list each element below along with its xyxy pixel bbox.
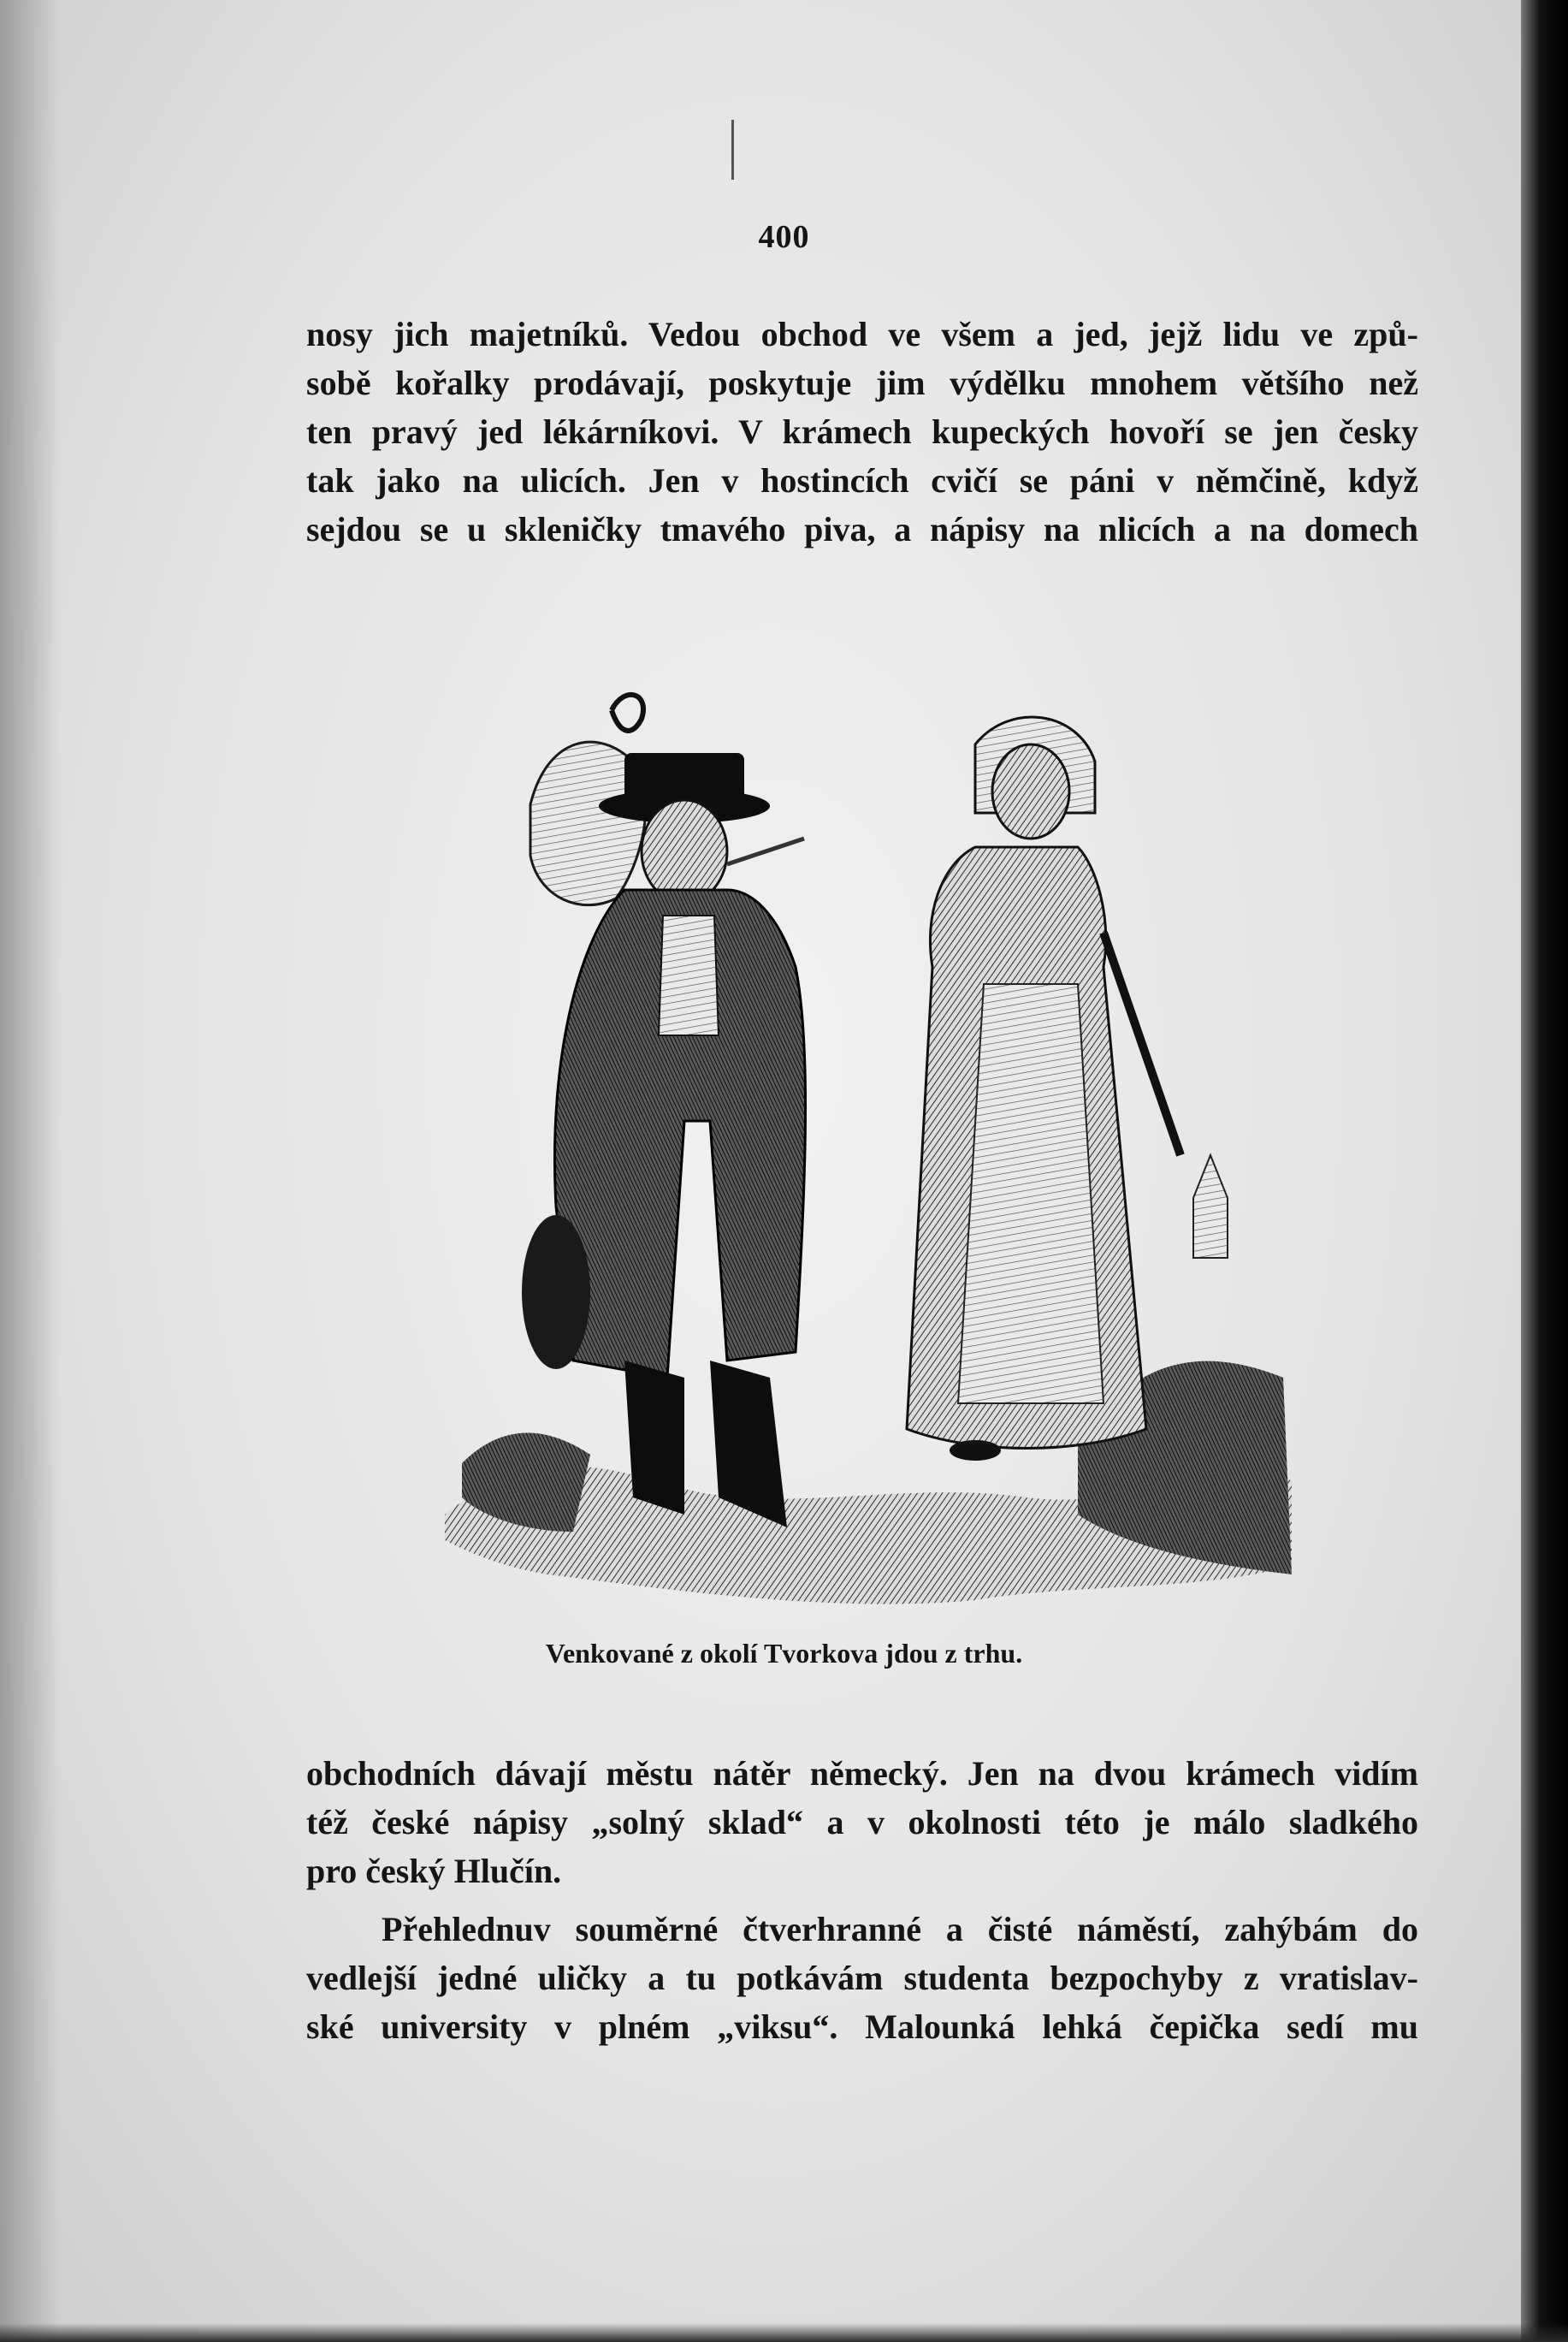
woman-apron <box>958 984 1104 1403</box>
man-face <box>642 800 727 903</box>
woman-shoe <box>950 1440 1001 1461</box>
paragraph-mid <box>306 1749 1418 1895</box>
text-line: sobě kořalky prodávají, poskytuje jim výdělku mnohem většího než <box>306 364 1418 402</box>
man-vest <box>659 916 719 1035</box>
page-bottom-edge <box>0 2323 1568 2342</box>
paragraph-bottom <box>306 1905 1418 2051</box>
print-mark <box>731 120 734 180</box>
woman-face <box>992 744 1069 839</box>
held-hat <box>522 1215 590 1369</box>
text-line: pro český Hlučín. <box>306 1852 562 1890</box>
page-right-edge <box>1521 0 1568 2342</box>
text-line: obchodních dávají městu nátěr německý. Jen na dvou krámech vidím <box>306 1754 1418 1793</box>
text-line: tak jako na ulicích. Jen v hostincích cvičí se páni v němčině, když <box>306 461 1418 500</box>
text-line: nosy jich majetníků. Vedou obchod ve všem a jed, jejž lidu ve způ- <box>306 315 1418 353</box>
text-line: vedlejší jedné uličky a tu potkávám studenta bezpochyby z vratislav- <box>306 1959 1418 1997</box>
text-line: ské university v plném „viksu“. Malounká lehká čepička sedí mu <box>306 2007 1418 2046</box>
man-boot-left <box>624 1361 684 1515</box>
paragraph-top <box>306 310 1418 554</box>
page-number: 400 <box>758 219 810 255</box>
church-tower <box>1193 1155 1228 1258</box>
text-line: Přehlednuv souměrné čtverhranné a čisté náměstí, zahýbám do <box>382 1910 1418 1948</box>
page-gutter-shadow <box>0 0 60 2342</box>
text-line: ten pravý jed lékárníkovi. V krámech kupeckých hovoří se jen česky <box>306 412 1418 451</box>
engraving-illustration <box>428 608 1300 1626</box>
text-line: též české nápisy „solný sklad“ a v okolnosti této je málo sladkého <box>306 1803 1418 1841</box>
illustration-caption: Venkované z okolí Tvorkova jdou z trhu. <box>545 1638 1023 1669</box>
pipe <box>727 839 804 864</box>
sack-knot <box>612 695 643 731</box>
text-line: sejdou se u skleničky tmavého piva, a nápisy na nlicích a na domech <box>306 510 1418 548</box>
